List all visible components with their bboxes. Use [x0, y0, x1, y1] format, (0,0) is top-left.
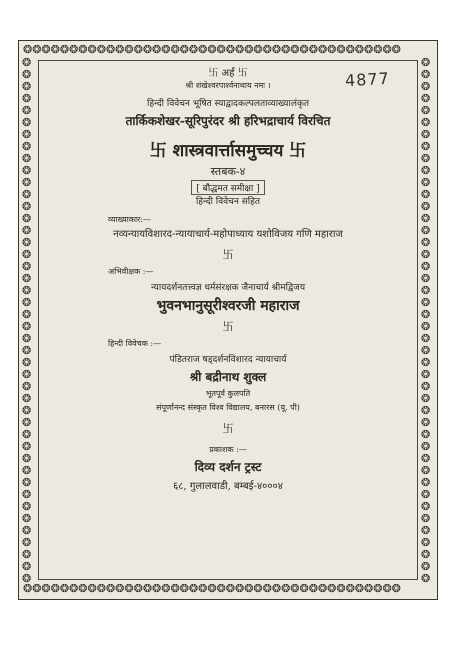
publisher-address: ६८, गुलालवाडी, बम्बई-४०००४: [173, 481, 283, 492]
hindi-commentator-line-2: भूतपूर्व कुलपति: [205, 389, 251, 398]
subject: [38, 180, 418, 195]
page-content: [38, 60, 418, 580]
stavak: स्तबक-४: [210, 165, 246, 178]
invocation: श्री शंखेश्वरपार्श्वनाथाय नमः ।: [185, 81, 271, 90]
title-page: [18, 40, 438, 600]
subject-text: [ बौद्धमत समीक्षा ]: [191, 180, 264, 195]
hindi-commentator-line-1: पंडितराज षड्दर्शनविशारद न्यायाचार्य: [169, 355, 287, 365]
commentator-label: व्याख्याकार:—: [108, 215, 152, 224]
border-chain-right: ❂❂❂❂❂❂❂❂❂❂❂❂❂❂❂❂❂❂❂❂❂❂❂❂❂❂❂❂❂❂❂❂❂❂❂❂❂❂❂❂❂❂❂❂: [421, 57, 431, 583]
editor-label: अभिवीक्षक :—: [108, 267, 154, 276]
editor-name: भुवनभानुसूरीश्वरजी महाराज: [156, 298, 300, 314]
border-chain-left: ❂❂❂❂❂❂❂❂❂❂❂❂❂❂❂❂❂❂❂❂❂❂❂❂❂❂❂❂❂❂❂❂❂❂❂❂❂❂❂❂❂❂❂❂: [22, 57, 32, 583]
hindi-commentator-label: हिन्दी विवेचक :—: [108, 339, 162, 348]
hindi-commentator-line-3: संपूर्णानन्द संस्कृत विश्व विद्यालय, बनारस (यू. पी): [156, 403, 300, 412]
commentator-name: नव्यन्यायविशारद-न्यायाचार्य-महोपाध्याय यशोविजय गणि महाराज: [113, 229, 343, 240]
separator-symbol: 卐: [222, 248, 234, 261]
border-chain-bottom: ❂❂❂❂❂❂❂❂❂❂❂❂❂❂❂❂❂❂❂❂❂❂❂❂❂❂❂❂❂❂❂❂❂❂❂❂❂❂❂❂❂: [23, 583, 401, 595]
main-title: 卐 शास्त्रवार्त्तासमुच्चय 卐: [149, 141, 307, 161]
title-line-1: हिन्दी विवेचन भूषित स्याद्वादकल्पलताव्याख्यालंकृत: [147, 99, 309, 109]
handwritten-number: 4877: [344, 68, 391, 91]
hindi-commentator-name: श्री बद्रीनाथ शुक्ल: [189, 370, 267, 384]
separator-symbol: 卐: [222, 320, 234, 333]
title-line-2: तार्किकशेखर-सूरिपुरंदर श्री हरिभद्राचार्य विरचित: [125, 114, 331, 128]
with-commentary: हिन्दी विवेचन सहित: [195, 197, 261, 207]
publisher-name: दिव्य दर्शन ट्रस्ट: [194, 460, 262, 474]
top-mark: 卐 अर्हं 卐: [208, 68, 248, 79]
border-chain-top: ❂❂❂❂❂❂❂❂❂❂❂❂❂❂❂❂❂❂❂❂❂❂❂❂❂❂❂❂❂❂❂❂❂❂❂❂❂❂❂❂❂: [23, 44, 401, 56]
editor-line-1: न्यायदर्शनतत्त्वज्ञ धर्मसंरक्षक जैनाचार्य श्रीमद्विजय: [150, 283, 306, 293]
publisher-label: प्रकाशक :—: [209, 445, 247, 454]
separator-symbol: 卐: [222, 422, 234, 435]
